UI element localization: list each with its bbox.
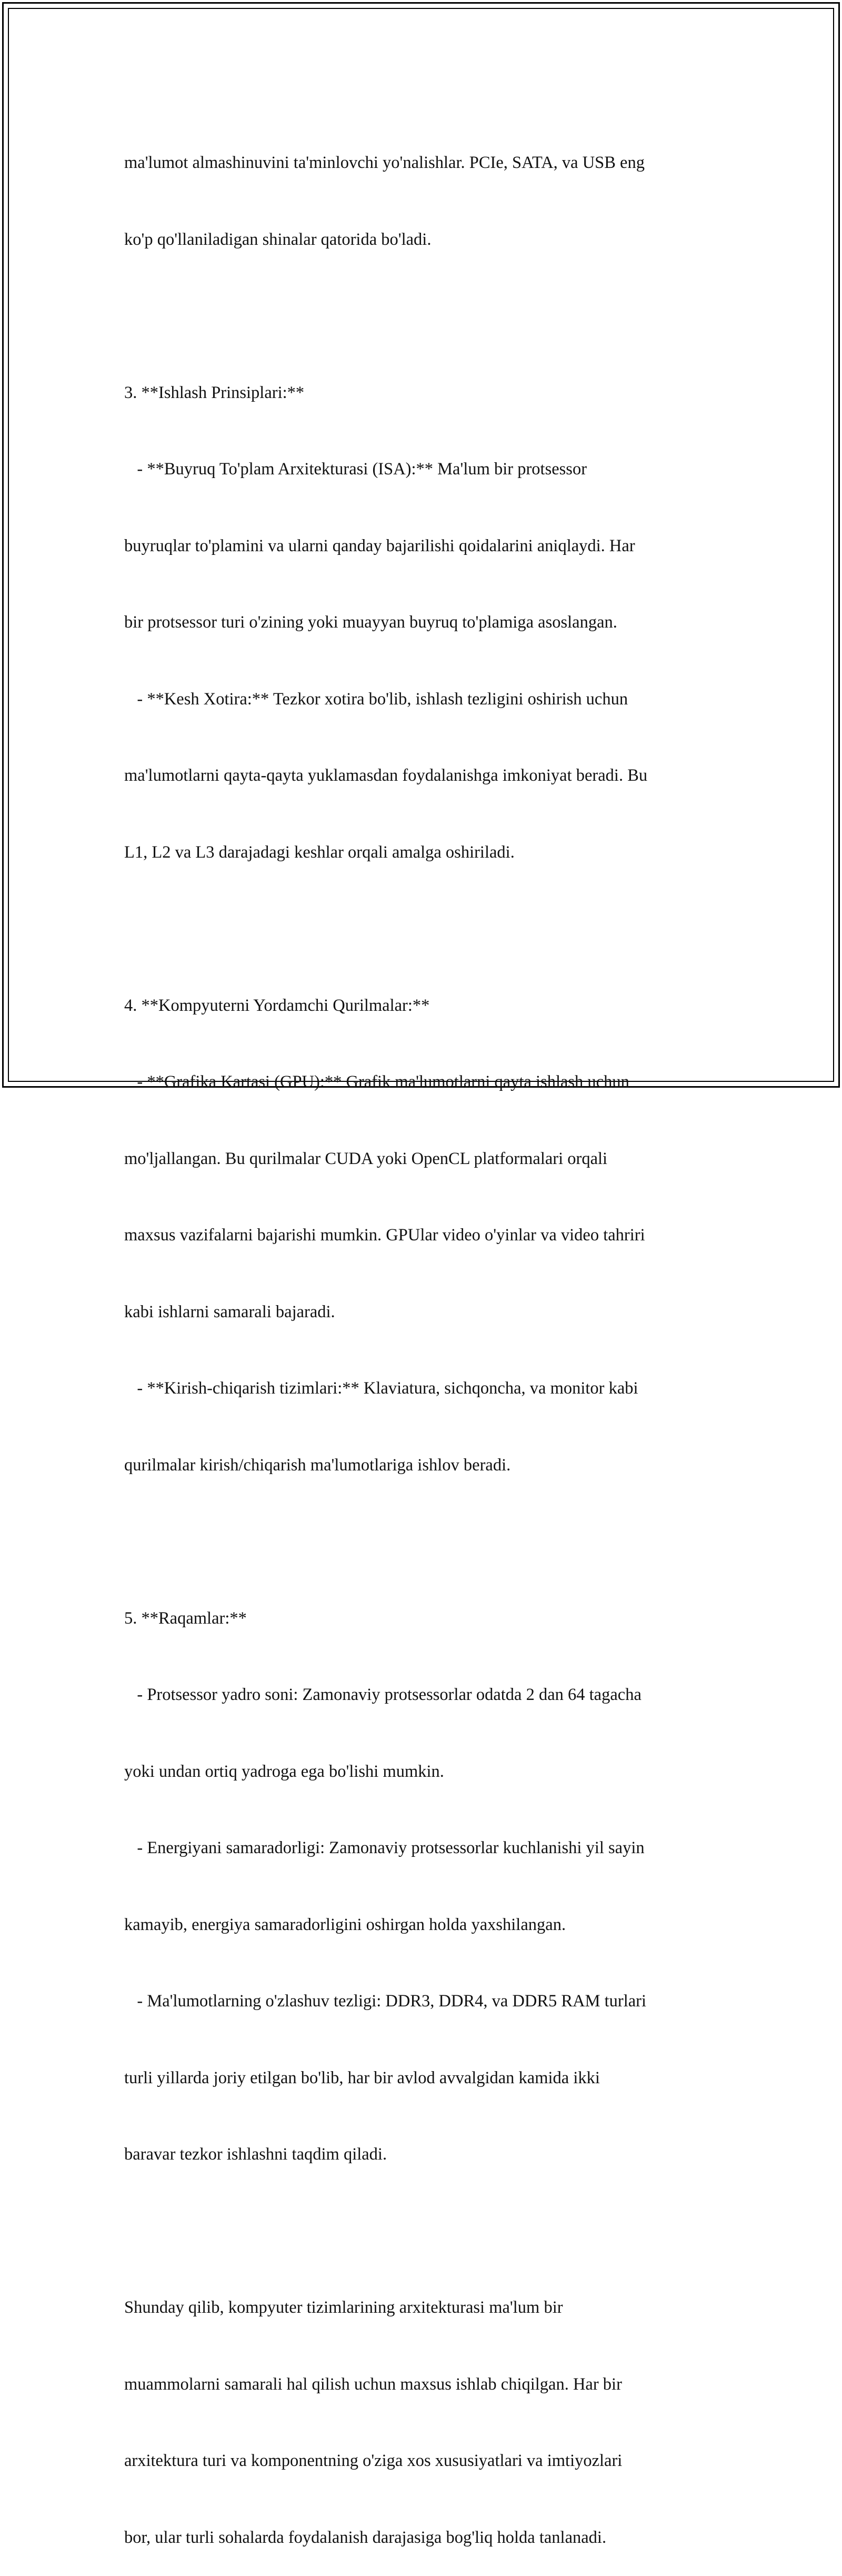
list-item: - **Grafika Kartasi (GPU):** Grafik ma'lumotlarni qayta ishlash uchun bbox=[124, 1072, 629, 1091]
text-line: kabi ishlarni samarali bajaradi. bbox=[124, 1302, 335, 1321]
text-line: L1, L2 va L3 darajadagi keshlar orqali amalga oshiriladi. bbox=[124, 842, 515, 862]
list-item: - Protsessor yadro soni: Zamonaviy protsessorlar odatda 2 dan 64 tagacha bbox=[124, 1685, 641, 1704]
conclusion-line: bor, ular turli sohalarda foydalanish darajasiga bog'liq holda tanlanadi. bbox=[124, 2528, 607, 2547]
list-item: - Energiyani samaradorligi: Zamonaviy protsessorlar kuchlanishi yil sayin bbox=[124, 1838, 645, 1857]
section-heading: 3. **Ishlash Prinsiplari:** bbox=[124, 383, 305, 402]
text-line: turli yillarda joriy etilgan bo'lib, har bir avlod avvalgidan kamida ikki bbox=[124, 2068, 600, 2087]
text-line: ko'p qo'llaniladigan shinalar qatorida bo'ladi. bbox=[124, 230, 432, 249]
document-body bbox=[124, 99, 729, 2576]
list-item: - **Kirish-chiqarish tizimlari:** Klaviatura, sichqoncha, va monitor kabi bbox=[124, 1379, 638, 1398]
text-line: mo'ljallangan. Bu qurilmalar CUDA yoki OpenCL platformalari orqali bbox=[124, 1149, 608, 1168]
section-heading: 5. **Raqamlar:** bbox=[124, 1608, 247, 1628]
conclusion-line: Shunday qilib, kompyuter tizimlarining arxitekturasi ma'lum bir bbox=[124, 2298, 563, 2317]
text-line: ma'lumotlarni qayta-qayta yuklamasdan foydalanishga imkoniyat beradi. Bu bbox=[124, 766, 648, 785]
list-item: - **Buyruq To'plam Arxitekturasi (ISA):** Ma'lum bir protsessor bbox=[124, 460, 587, 479]
text-line: kamayib, energiya samaradorligini oshirgan holda yaxshilangan. bbox=[124, 1915, 566, 1934]
text-line: maxsus vazifalarni bajarishi mumkin. GPUlar video o'yinlar va video tahriri bbox=[124, 1226, 645, 1245]
section-heading: 4. **Kompyuterni Yordamchi Qurilmalar:** bbox=[124, 996, 430, 1015]
text-line: ma'lumot almashinuvini ta'minlovchi yo'nalishlar. PCIe, SATA, va USB eng bbox=[124, 153, 645, 172]
blank-line bbox=[124, 1529, 729, 1555]
text-line: yoki undan ortiq yadroga ega bo'lishi mumkin. bbox=[124, 1762, 444, 1781]
blank-line bbox=[124, 916, 729, 942]
list-item: - Ma'lumotlarning o'zlashuv tezligi: DDR3, DDR4, va DDR5 RAM turlari bbox=[124, 1992, 647, 2011]
conclusion-line: arxitektura turi va komponentning o'ziga xos xususiyatlari va imtiyozlari bbox=[124, 2451, 623, 2470]
text-line: baravar tezkor ishlashni taqdim qiladi. bbox=[124, 2145, 387, 2164]
blank-line bbox=[124, 2219, 729, 2244]
list-item: - **Kesh Xotira:** Tezkor xotira bo'lib, ishlash tezligini oshirish uchun bbox=[124, 689, 628, 709]
text-line: qurilmalar kirish/chiqarish ma'lumotlariga ishlov beradi. bbox=[124, 1455, 511, 1475]
blank-line bbox=[124, 303, 729, 329]
text-line: bir protsessor turi o'zining yoki muayyan buyruq to'plamiga asoslangan. bbox=[124, 613, 617, 632]
text-line: buyruqlar to'plamini va ularni qanday bajarilishi qoidalarini aniqlaydi. Har bbox=[124, 536, 635, 555]
conclusion-line: muammolarni samarali hal qilish uchun maxsus ishlab chiqilgan. Har bir bbox=[124, 2374, 622, 2394]
